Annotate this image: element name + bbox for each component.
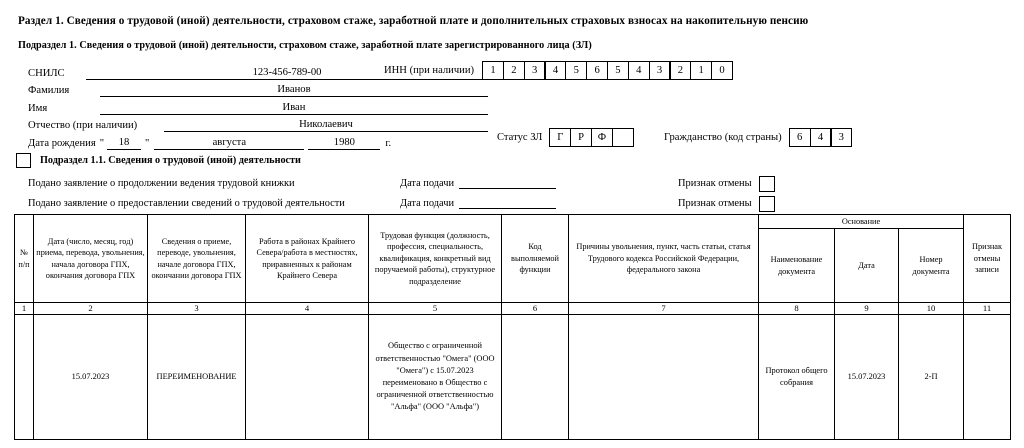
inn-digit-2[interactable]: 2 <box>503 61 525 80</box>
status-label: Статус ЗЛ <box>497 132 543 143</box>
col-number: 2 <box>34 303 148 315</box>
cell-num[interactable] <box>15 315 34 440</box>
first-name-row <box>28 97 488 115</box>
header-col-4: Работа в районах Крайнего Севера/работа в местностях, приравненных к районам Крайнего Севера <box>246 215 369 303</box>
status-char-2[interactable]: Р <box>570 128 592 147</box>
declaration-date-label: Дата подачи <box>400 178 455 189</box>
inn-label: ИНН (при наличии) <box>384 65 475 76</box>
cell-date[interactable]: 15.07.2023 <box>34 315 148 440</box>
cell-function-code[interactable] <box>502 315 569 440</box>
inn-digit-boxes[interactable] <box>482 61 733 80</box>
patronymic-row <box>28 115 488 133</box>
cell-labor-function[interactable]: Общество с ограниченной ответственностью "Омега" (ООО "Омега") с 15.07.2023 переименовано в Общество с ограниченной ответственностью "Альфа" (ООО "Альфа") <box>369 315 502 440</box>
first-name-label: Имя <box>28 102 48 114</box>
subsection-1-1-checkbox[interactable] <box>16 153 31 168</box>
year-suffix: г. <box>385 138 392 149</box>
declaration-row-einfo <box>28 195 958 209</box>
header-col-6: Код выполняемой функции <box>502 215 569 303</box>
inn-digit-7[interactable]: 5 <box>607 61 629 80</box>
subsection-title: Подраздел 1. Сведения о трудовой (иной) деятельности, страховом стаже, заработной плате зарегистрированного лица (ЗЛ) <box>18 40 592 51</box>
surname-label: Фамилия <box>28 85 70 96</box>
cell-event[interactable]: ПЕРЕИМЕНОВАНИЕ <box>148 315 246 440</box>
patronymic-input[interactable]: Николаевич <box>164 119 488 132</box>
declaration-date-input[interactable] <box>459 195 556 209</box>
citizenship-code-boxes[interactable] <box>789 128 853 147</box>
inn-digit-9[interactable]: 3 <box>649 61 671 80</box>
inn-digit-10[interactable]: 2 <box>669 61 691 80</box>
header-col-1: № п/п <box>15 215 34 303</box>
subsection-1-1-title: Подраздел 1.1. Сведения о трудовой (иной) деятельности <box>40 155 301 166</box>
quote-open: " <box>99 138 105 149</box>
declaration-date-label: Дата подачи <box>400 198 455 209</box>
first-name-input[interactable]: Иван <box>100 102 488 115</box>
declaration-text: Подано заявление о продолжении ведения трудовой книжки <box>28 178 295 189</box>
birth-date-label: Дата рождения <box>28 138 96 149</box>
table-group-header-row <box>15 215 1011 229</box>
declaration-date-input[interactable] <box>459 175 556 189</box>
surname-row <box>28 80 488 98</box>
header-col-9: Дата <box>835 229 899 303</box>
birth-month-input[interactable]: августа <box>154 137 304 150</box>
declaration-cancel-label: Признак отмены <box>678 178 752 189</box>
inn-digit-11[interactable]: 1 <box>690 61 712 80</box>
header-col-10: Номер документа <box>899 229 964 303</box>
declaration-cancel-checkbox[interactable] <box>759 196 775 212</box>
surname-input[interactable]: Иванов <box>100 84 488 97</box>
cell-doc-number[interactable]: 2-П <box>899 315 964 440</box>
citizenship-field <box>664 128 852 147</box>
quote-close: " <box>145 138 150 149</box>
declaration-row-workbook <box>28 175 958 189</box>
declaration-cancel-checkbox[interactable] <box>759 176 775 192</box>
col-number: 10 <box>899 303 964 315</box>
snils-label: СНИЛС <box>28 67 65 79</box>
col-number: 4 <box>246 303 369 315</box>
cell-north-work[interactable] <box>246 315 369 440</box>
declaration-cancel-label: Признак отмены <box>678 198 752 209</box>
header-col-5: Трудовая функция (должность, профессия, специальность, квалификация, конкретный вид поручаемой работы), структурное подразделение <box>369 215 502 303</box>
col-number: 5 <box>369 303 502 315</box>
status-field <box>497 128 634 147</box>
col-number: 9 <box>835 303 899 315</box>
status-code-boxes[interactable] <box>549 128 633 147</box>
header-col-7: Причины увольнения, пункт, часть статьи, статья Трудового кодекса Российской Федерации, федерального закона <box>569 215 759 303</box>
table-column-number-row <box>15 303 1011 315</box>
inn-digit-8[interactable]: 4 <box>628 61 650 80</box>
col-number: 8 <box>759 303 835 315</box>
header-col-8: Наименование документа <box>759 229 835 303</box>
header-col-3: Сведения о приеме, переводе, увольнения, начале договора ГПХ, окончании договора ГПХ <box>148 215 246 303</box>
cell-doc-name[interactable]: Протокол общего собрания <box>759 315 835 440</box>
citizenship-digit-1[interactable]: 6 <box>789 128 811 147</box>
citizenship-digit-3[interactable]: 3 <box>830 128 852 147</box>
citizenship-label: Гражданство (код страны) <box>664 132 782 143</box>
inn-digit-6[interactable]: 6 <box>586 61 608 80</box>
inn-digit-1[interactable]: 1 <box>482 61 504 80</box>
cell-dismissal-reason[interactable] <box>569 315 759 440</box>
col-number: 7 <box>569 303 759 315</box>
patronymic-label: Отчество (при наличии) <box>28 120 138 131</box>
inn-digit-12[interactable]: 0 <box>711 61 733 80</box>
col-number: 3 <box>148 303 246 315</box>
status-char-4[interactable] <box>612 128 634 147</box>
col-number: 1 <box>15 303 34 315</box>
header-col-2: Дата (число, месяц, год) приема, перевода, увольнения, начала договора ГПХ, окончания договора ГПХ <box>34 215 148 303</box>
section-title: Раздел 1. Сведения о трудовой (иной) деятельности, страховом стаже, заработной плате и дополнительных страховых взносах на накопительную пенсию <box>18 15 809 27</box>
birth-date-row <box>28 132 488 150</box>
activity-table <box>14 214 1011 440</box>
cell-cancel-flag[interactable] <box>964 315 1011 440</box>
inn-digit-4[interactable]: 4 <box>544 61 566 80</box>
citizenship-digit-2[interactable]: 4 <box>810 128 832 147</box>
inn-digit-3[interactable]: 3 <box>524 61 546 80</box>
inn-digit-5[interactable]: 5 <box>565 61 587 80</box>
birth-day-input[interactable]: 18 <box>107 137 141 150</box>
table-row <box>15 315 1011 440</box>
inn-field <box>384 61 733 80</box>
snils-input[interactable]: 123-456-789-00 <box>86 67 488 80</box>
col-number: 11 <box>964 303 1011 315</box>
cell-doc-date[interactable]: 15.07.2023 <box>835 315 899 440</box>
declaration-text: Подано заявление о предоставлении сведений о трудовой деятельности <box>28 198 345 209</box>
status-char-3[interactable]: Ф <box>591 128 613 147</box>
header-col-11: Признак отмены записи <box>964 215 1011 303</box>
subsection-1-1-header <box>16 153 301 168</box>
birth-year-input[interactable]: 1980 <box>308 137 380 150</box>
col-number: 6 <box>502 303 569 315</box>
header-group-osnovanie: Основание <box>759 215 964 229</box>
status-char-1[interactable]: Г <box>549 128 571 147</box>
